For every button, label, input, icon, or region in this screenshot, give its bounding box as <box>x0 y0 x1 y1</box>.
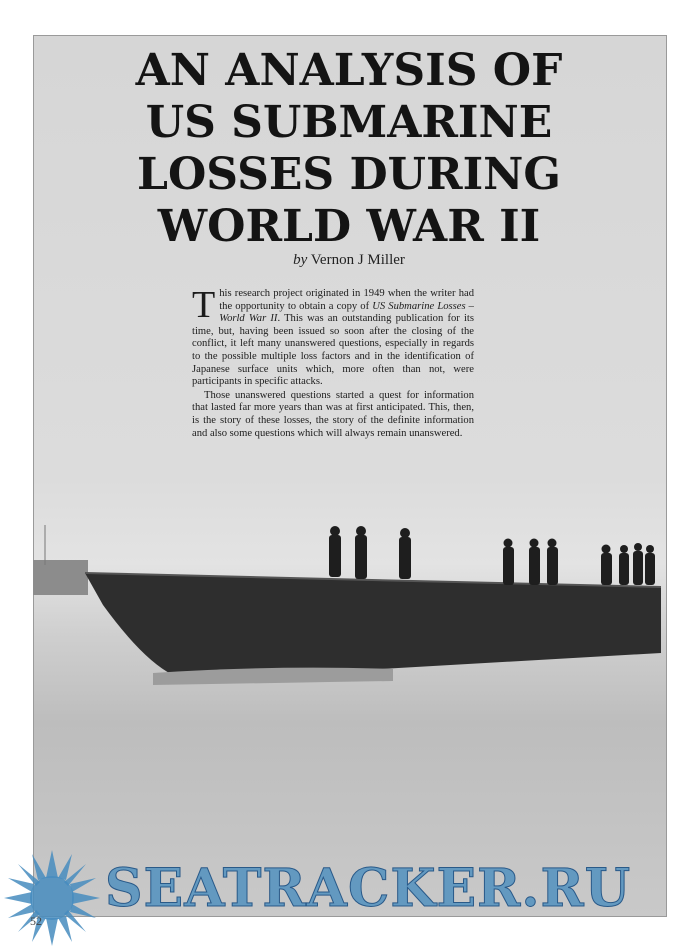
submarine-hull <box>85 573 661 675</box>
byline <box>33 252 665 269</box>
intro-paragraph-1 <box>192 284 474 389</box>
distant-shore <box>33 560 88 595</box>
intro-p1-italic-title: US Submarine Losses – World War II <box>219 300 474 325</box>
watermark-text: SEATRACKER.RU <box>105 858 632 919</box>
intro-paragraph-2: Those unanswered questions started a quest for information that lasted far more years than was at first anticipated. This, then, is the story of these losses, the story of the definite information and also some questions which will always remain unanswered. <box>192 389 474 439</box>
author-name: Vernon J Miller <box>310 252 405 268</box>
article-title <box>33 45 665 253</box>
title-line-3: LOSSES DURING <box>137 149 561 200</box>
crew-figures <box>329 526 655 585</box>
intro-p1-part-b: . This was an outstanding publication for its time, but, having been issued so soon after the closing of the conflict, it left many unanswered questions, especially in regards to the possible multiple loss factors and in the identification of Japanese surface units which, more often than not, were participants in specific attacks. <box>192 313 474 388</box>
title-line-2: US SUBMARINE <box>145 97 553 148</box>
intro-text <box>192 284 474 440</box>
page-number: 52 <box>30 914 42 928</box>
sun-burst-icon <box>2 848 102 948</box>
byline-prefix: by <box>293 252 308 268</box>
drop-cap: T <box>192 284 216 326</box>
submarine-illustration <box>33 505 665 695</box>
title-line-4: WORLD WAR II <box>157 201 541 252</box>
title-line-1: AN ANALYSIS OF <box>135 45 563 96</box>
intro-p1-part-a: his research project originated in 1949 when the writer had the opportunity to obtain a copy of <box>219 288 474 312</box>
